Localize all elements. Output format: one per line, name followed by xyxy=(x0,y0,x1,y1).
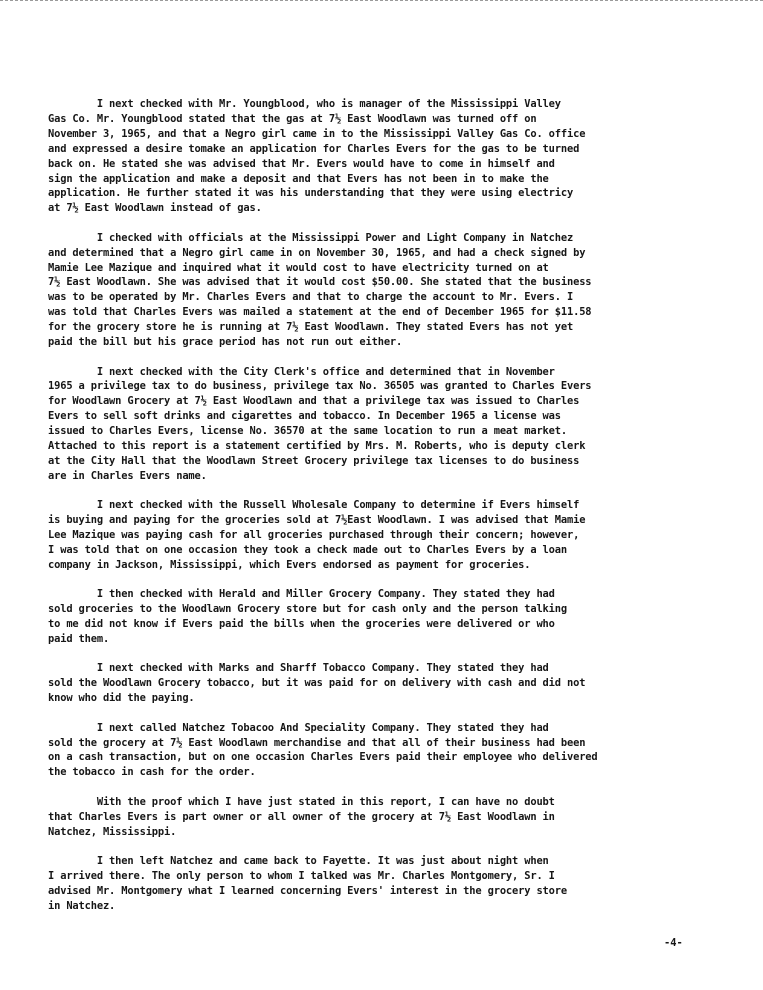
text-line: I next called Natchez Tobacoo And Speciality Company. They stated they had xyxy=(48,721,549,734)
text-line: advised Mr. Montgomery what I learned concerning Evers' interest in the grocery store xyxy=(48,884,567,897)
text-line: I next checked with the Russell Wholesale Company to determine if Evers himself xyxy=(48,499,580,512)
text-line: With the proof which I have just stated in this report, I can have no doubt xyxy=(48,795,555,808)
text-line: that Charles Evers is part owner or all owner of the grocery at 7½ East Woodlawn in xyxy=(48,810,555,823)
text-line: the tobacco in cash for the order. xyxy=(48,766,256,779)
text-line: Attached to this report is a statement certified by Mrs. M. Roberts, who is deputy clerk xyxy=(48,440,586,453)
page-number: -4- xyxy=(664,937,683,949)
text-line: sold the Woodlawn Grocery tobacco, but it was paid for on delivery with cash and did not xyxy=(48,677,586,690)
text-line: in Natchez. xyxy=(48,899,116,912)
text-line: November 3, 1965, and that a Negro girl came in to the Mississippi Valley Gas Co. office xyxy=(48,127,586,140)
page-top-edge xyxy=(0,0,763,1)
paragraph xyxy=(48,795,740,840)
text-line: is buying and paying for the groceries sold at 7½East Woodlawn. I was advised that Mamie xyxy=(48,514,586,527)
text-line: paid the bill but his grace period has not run out either. xyxy=(48,336,403,349)
text-line: paid them. xyxy=(48,633,110,645)
paragraph xyxy=(48,721,740,781)
paragraph xyxy=(48,587,740,647)
text-line: I next checked with Mr. Youngblood, who is manager of the Mississippi Valley xyxy=(48,98,561,110)
text-line: Mamie Lee Mazique and inquired what it would cost to have electricity turned on at xyxy=(48,261,549,274)
text-line: Evers to sell soft drinks and cigarettes and tobacco. In December 1965 a license was xyxy=(48,410,561,423)
text-line: sold the grocery at 7½ East Woodlawn merchandise and that all of their business had been xyxy=(48,736,586,749)
report-body xyxy=(48,97,740,928)
text-line: issued to Charles Evers, license No. 36570 at the same location to run a meat market. xyxy=(48,425,567,438)
text-line: to me did not know if Evers paid the bills when the groceries were delivered or who xyxy=(48,618,555,631)
paragraph xyxy=(48,231,740,350)
text-line: back on. He stated she was advised that Mr. Evers would have to come in himself and xyxy=(48,157,555,170)
text-line: I next checked with the City Clerk's office and determined that in November xyxy=(48,365,555,378)
text-line: company in Jackson, Mississippi, which Evers endorsed as payment for groceries. xyxy=(48,558,531,571)
text-line: was told that Charles Evers was mailed a statement at the end of December 1965 for $11.58 xyxy=(48,306,592,319)
text-line: I then left Natchez and came back to Fayette. It was just about night when xyxy=(48,854,549,867)
text-line: for the grocery store he is running at 7½ East Woodlawn. They stated Evers has not yet xyxy=(48,321,574,334)
text-line: I next checked with Marks and Sharff Tobacco Company. They stated they had xyxy=(48,662,549,675)
text-line: for Woodlawn Grocery at 7½ East Woodlawn and that a privilege tax was issued to Charles xyxy=(48,395,580,408)
text-line: Lee Mazique was paying cash for all groceries purchased through their concern; however, xyxy=(48,529,580,542)
paragraph xyxy=(48,365,740,484)
text-line: I checked with officials at the Mississippi Power and Light Company in Natchez xyxy=(48,231,574,244)
text-line: 1965 a privilege tax to do business, privilege tax No. 36505 was granted to Charles Evers xyxy=(48,380,592,393)
text-line: I then checked with Herald and Miller Grocery Company. They stated they had xyxy=(48,588,555,601)
text-line: I arrived there. The only person to whom I talked was Mr. Charles Montgomery, Sr. I xyxy=(48,869,555,882)
paragraph xyxy=(48,97,740,216)
paragraph xyxy=(48,661,740,706)
text-line: are in Charles Evers name. xyxy=(48,469,207,482)
text-line: I was told that on one occasion they took a check made out to Charles Evers by a loan xyxy=(48,543,567,556)
text-line: at the City Hall that the Woodlawn Street Grocery privilege tax licenses to do business xyxy=(48,454,580,467)
text-line: and determined that a Negro girl came in on November 30, 1965, and had a check signed by xyxy=(48,246,586,259)
text-line: at 7½ East Woodlawn instead of gas. xyxy=(48,202,262,215)
text-line: 7½ East Woodlawn. She was advised that it would cost $50.00. She stated that the business xyxy=(48,276,592,289)
text-line: on a cash transaction, but on one occasion Charles Evers paid their employee who delivered xyxy=(48,751,598,764)
text-line: sold groceries to the Woodlawn Grocery store but for cash only and the person talking xyxy=(48,603,567,616)
text-line: sign the application and make a deposit and that Evers has not been in to make the xyxy=(48,172,549,185)
text-line: know who did the paying. xyxy=(48,692,195,705)
text-line: Natchez, Mississippi. xyxy=(48,825,177,838)
paragraph xyxy=(48,854,740,914)
paragraph xyxy=(48,498,740,573)
text-line: and expressed a desire tomake an application for Charles Evers for the gas to be turned xyxy=(48,142,580,155)
text-line: Gas Co. Mr. Youngblood stated that the gas at 7½ East Woodlawn was turned off on xyxy=(48,112,537,125)
text-line: application. He further stated it was his understanding that they were using electricy xyxy=(48,187,574,200)
text-line: was to be operated by Mr. Charles Evers and that to charge the account to Mr. Evers. I xyxy=(48,291,574,304)
